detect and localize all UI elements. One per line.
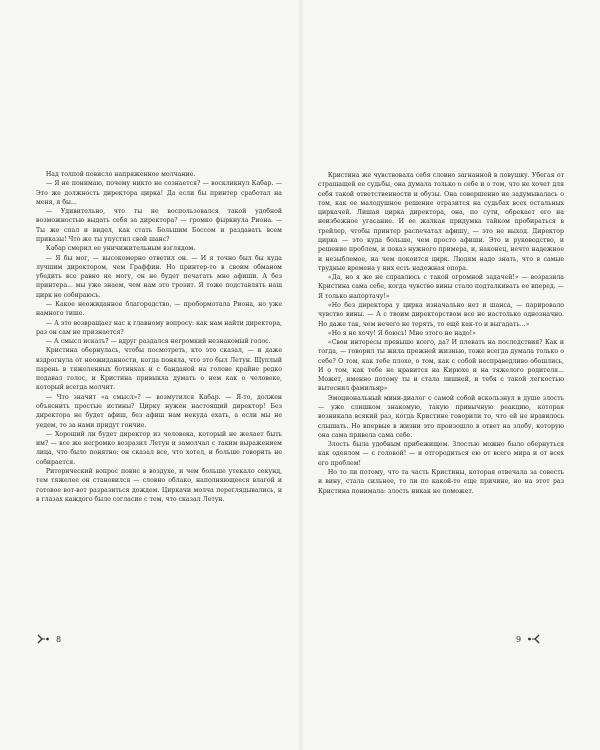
paragraph: — Какое неожиданное благородство, — пробормотала Риона, но уже намного тише.: [36, 300, 282, 318]
fleuron-ornament-icon: [36, 633, 52, 645]
paragraph: — Я бы мог, — высокомерно ответил он. — И я точно был бы куда лучшим директором, чем Граффин. Но принтер-то в своим обманом убедить все равно не могу, он не будет печатать мне афиши. А без принтера... мы уже знаем, чем нам это грозит. Я тоже подставлять наш цирк не собираюсь.: [36, 254, 282, 299]
paragraph: Над толпой повисло напряженное молчание.: [45, 171, 196, 178]
paragraph: «Но я не хочу! Я боюсь! Мне этого не надо!»: [327, 329, 476, 337]
right-page-text: [318, 171, 564, 496]
gutter-shadow: [298, 0, 304, 750]
paragraph: «Но без директора у цирка изначально нет и шанса, — парировало чувство вины. — А с твоим директорством все не настолько однозначно. Но даже так, чем нечего не терять, то ещё как-то и выгадать...»: [318, 301, 564, 328]
paragraph: — Я не понимаю, почему никто не сознается? — воскликнул Кабар. — Это же должность директора цирка! Да если бы принтер сработал на меня, я бы...: [36, 180, 282, 206]
paragraph: Риторический вопрос повис в воздухе, и чем больше утекало секунд, тем тяжелее он становился — словно облако, наполняющееся влагой и готовое вот-вот разразиться дождем. Циркачи молча переглядывались, и в глазах каждого было согласие с тем, что сказал Летун.: [36, 468, 282, 503]
fleuron-ornament-icon: [525, 633, 541, 645]
paragraph: Кристина обернулась, чтобы посмотреть, кто это сказал, — и даже вздрогнула от неожиданности, когда поняла, что это был Летун. Щуплый парень в тяжеленных ботинках и с банданой на голове крайне редко подавал голос, и Кристина привыкла думать о нем как о человеке, который всегда молчит.: [36, 347, 282, 392]
paragraph: — Хороший ли будет директор из человека, который не желает быть им? — все же негромко возразил Летун и замолчал с таким выражением лица, что было понятно: он сказал все, что хотел, и больше говорить не собирается.: [36, 430, 282, 466]
left-page-folio: [36, 632, 61, 646]
paragraph: «Свои интересы превыше всего, да? И плевать на последствия? Как и тогда, — говорил ты жила прежней жизнью, тоже всегда думала только о себе? О том, как тебе плохо, о том, как с собой несправедливо обошлись, И о том, как тебе не нравится на Кирюхе и на тяжелого родителя... Может, именно потому ты и стала лишней, и тебя с такой легкостью вытеснил фамильяр»: [318, 339, 564, 393]
page-number: 8: [56, 634, 62, 644]
paragraph: Эмоциональный мини-диалог с самой собой вскользнул в душе злость — уже слишком знакомую, такую привычную реакцию, которая возникала всякий раз, когда Кристине говорили то, что ей не нравилось слышать. Но впервые в жизни это произошло в ответ на злобу, которую она сама привела сама себе.: [318, 394, 564, 439]
paragraph: Злость была удобным прибежищем. Злостью можно было обернуться как одеялом — с головой! — и отгородиться ею от всего мира и от всех его проблем!: [318, 441, 564, 467]
left-page-text: [36, 170, 282, 504]
right-page-folio: [516, 632, 541, 646]
page-number: 9: [516, 634, 522, 644]
paragraph: — Удивительно, что ты не воспользовался такой удобной возможностью выдать себя за директора? — громко фыркнула Риона. — Ты же спал и видел, как стать Большим Боссом и раздавать всем приказы! Что же ты упустил свой шанс?: [36, 208, 282, 243]
paragraph: Кристина же чувствовала себя словно загнанной в ловушку. Убегая от страшащей ее судьбы, она думала только о себе и о том, что не хочет для себя такой ответственности и обузы. Она совершенно не задумывалась о том, как ее малодушное решение отразится на судьбах всех остальных циркачей. Лишая цирка директора, она, по сути, обрекает его на неизбежное угасание. И ее жалкая придумка тайком пробираться в трейлер, чтобы принтер распечатал афишу, — это не выход. Директор цирка — это куда больше, чем просто афиши. Это и руководство, и решение проблем, и показ нужного примера, и, наконец, нечто надежное и незыблемое, на чем покоится цирк. Людям надо знать, что в самые трудные времена у них есть надежная опора.: [318, 172, 564, 272]
paragraph: Кабар смерил ее уничижительным взглядом.: [45, 245, 196, 253]
paragraph: — Что значит «а смысл»? — возмутился Кабар. — Я-то, должен объяснить простые истины? Цирку нужен настоящий директор! Без директора не будет афиш, без афиш нам некуда ехать, а если мы не уедем, то за нами придут гончие.: [36, 393, 282, 429]
paragraph: Но то ли потому, что та часть Кристины, которая отвечала за совесть и вину, стала сильнее, то ли по какой-то еще причине, но на этот раз Кристина понимала: злость никак не поможет.: [318, 469, 564, 495]
paragraph: — А это возвращает нас к главному вопросу: как нам найти директора, раз он сам не признается?: [36, 319, 282, 336]
paragraph: — А смысл искать? — вдруг раздался негромкий незнакомый голос.: [45, 338, 271, 346]
paragraph: «Да, но я же не справлюсь с такой огромной задачей!» — возразила Кристина сама себе, когда чувство вины стало подталкивать ее вперед. — Я только напортачу!»: [318, 274, 564, 300]
